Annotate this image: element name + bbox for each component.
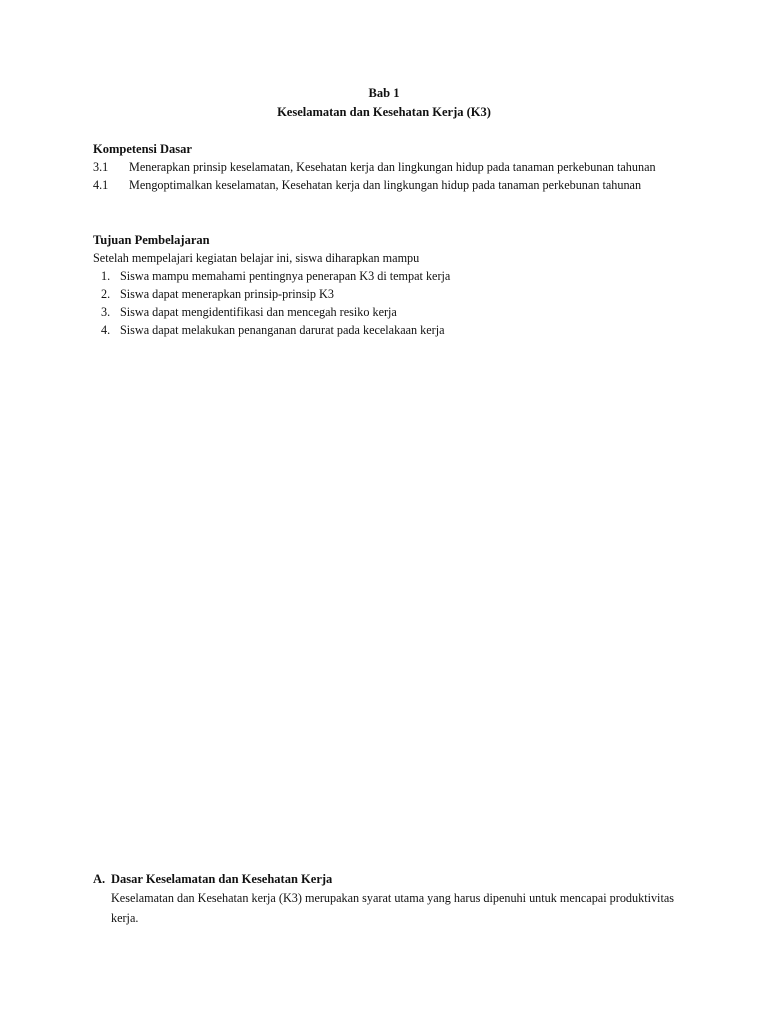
section-a-paragraph: Keselamatan dan Kesehatan kerja (K3) merupakan syarat utama yang harus dipenuhi untuk mencapai produktivitas kerja.	[111, 891, 674, 925]
chapter-header	[0, 84, 768, 122]
objective-number: 2.	[101, 287, 111, 301]
section-a	[93, 870, 674, 928]
objective-item	[93, 303, 678, 321]
tujuan-pembelajaran-heading: Tujuan Pembelajaran	[93, 233, 210, 247]
tujuan-intro: Setelah mempelajari kegiatan belajar ini, siswa diharapkan mampu	[93, 251, 420, 265]
objective-number: 4.	[101, 323, 111, 337]
kompetensi-item-text: Menerapkan prinsip keselamatan, Kesehatan kerja dan lingkungan hidup pada tanaman perkebunan tahunan	[129, 160, 656, 174]
kompetensi-dasar-heading: Kompetensi Dasar	[93, 142, 192, 156]
kompetensi-item	[93, 176, 678, 194]
objective-number: 1.	[101, 269, 111, 283]
kompetensi-item-number: 4.1	[93, 178, 109, 192]
objective-text: Siswa dapat mengidentifikasi dan mencegah resiko kerja	[120, 305, 397, 319]
objective-number: 3.	[101, 305, 111, 319]
chapter-number: Bab 1	[368, 86, 400, 100]
objective-text: Siswa mampu memahami pentingnya penerapan K3 di tempat kerja	[120, 269, 451, 283]
kompetensi-dasar-section	[93, 140, 678, 194]
section-a-heading	[93, 870, 674, 888]
objective-text: Siswa dapat menerapkan prinsip-prinsip K3	[120, 287, 334, 301]
kompetensi-item-text: Mengoptimalkan keselamatan, Kesehatan kerja dan lingkungan hidup pada tanaman perkebunan tahunan	[129, 178, 642, 192]
kompetensi-item	[93, 158, 678, 176]
objective-text: Siswa dapat melakukan penanganan darurat pada kecelakaan kerja	[120, 323, 445, 337]
objective-item	[93, 321, 678, 339]
kompetensi-item-number: 3.1	[93, 160, 109, 174]
tujuan-pembelajaran-section	[93, 231, 678, 339]
section-a-letter: A.	[93, 872, 106, 886]
objective-item	[93, 285, 678, 303]
section-a-title: Dasar Keselamatan dan Kesehatan Kerja	[111, 872, 333, 886]
objective-item	[93, 267, 678, 285]
chapter-title: Keselamatan dan Kesehatan Kerja (K3)	[277, 105, 491, 119]
